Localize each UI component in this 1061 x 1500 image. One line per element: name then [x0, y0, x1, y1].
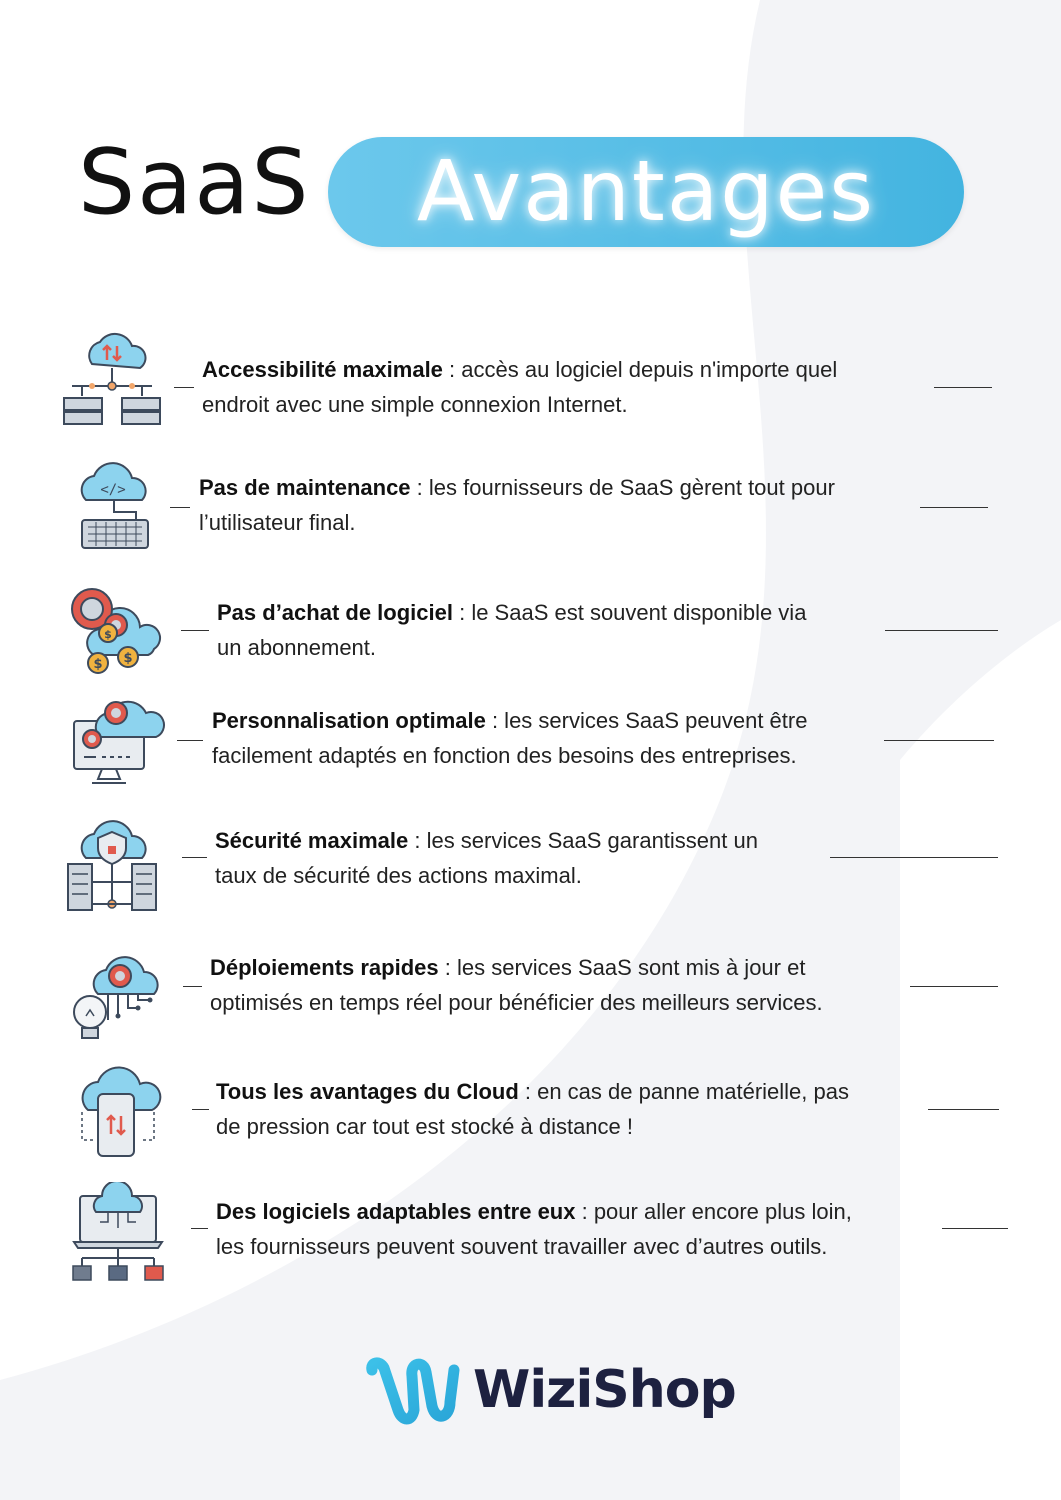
- cloud-gears-coins-icon: [64, 577, 164, 677]
- item-desc-line1: : les fournisseurs de SaaS gèrent tout pour: [410, 475, 835, 500]
- item-desc-line2: endroit avec une simple connexion Internet.: [202, 392, 628, 417]
- item-desc-line2: un abonnement.: [217, 635, 377, 660]
- item-text: [202, 352, 837, 422]
- item-desc-line2: optimisés en temps réel pour bénéficier des meilleurs services.: [210, 990, 823, 1015]
- dash-left: [182, 857, 207, 858]
- list-item: [0, 940, 1061, 1050]
- item-desc-line1: : les services SaaS sont mis à jour et: [438, 955, 806, 980]
- dash-right: [934, 387, 992, 388]
- list-item: [0, 450, 1061, 560]
- item-title: Déploiements rapides: [210, 955, 439, 980]
- item-desc-line1: : pour aller encore plus loin,: [575, 1199, 852, 1224]
- dash-left: [174, 387, 194, 388]
- cloud-gear-lightbulb-icon: [68, 946, 168, 1046]
- cloud-shield-servers-icon: [64, 818, 164, 918]
- item-desc-line2: l’utilisateur final.: [199, 510, 356, 535]
- dash-right: [928, 1109, 999, 1110]
- item-desc-line2: les fournisseurs peuvent souvent travailler avec d’autres outils.: [216, 1234, 828, 1259]
- dash-right: [884, 740, 994, 741]
- item-text: [217, 595, 806, 665]
- dash-right: [885, 630, 998, 631]
- brand-name: WiziShop: [473, 1360, 736, 1420]
- item-desc-line1: : en cas de panne matérielle, pas: [518, 1079, 849, 1104]
- cloud-laptop-network-icon: [68, 1182, 168, 1282]
- dash-left: [177, 740, 203, 741]
- item-desc-line2: facilement adaptés en fonction des besoins des entreprises.: [212, 743, 797, 768]
- svg-text:$: $: [104, 628, 112, 641]
- item-text: [199, 470, 835, 540]
- item-text: [216, 1074, 849, 1144]
- item-desc-line1: : le SaaS est souvent disponible via: [452, 600, 807, 625]
- item-text: [212, 703, 807, 773]
- dash-right: [920, 507, 988, 508]
- item-title: Tous les avantages du Cloud: [216, 1079, 519, 1104]
- wizishop-logo: [366, 1356, 736, 1436]
- dash-left: [192, 1109, 209, 1110]
- item-title: Pas de maintenance: [199, 475, 411, 500]
- wizishop-w-logo-icon: [366, 1356, 462, 1432]
- item-title: Sécurité maximale: [215, 828, 409, 853]
- list-item: [0, 810, 1061, 920]
- item-text: [216, 1194, 852, 1264]
- item-desc-line2: de pression car tout est stocké à distance !: [216, 1114, 634, 1139]
- dash-left: [181, 630, 209, 631]
- dash-left: [191, 1228, 208, 1229]
- svg-text:$: $: [93, 657, 103, 672]
- list-item: [0, 1060, 1061, 1170]
- cloud-phone-sync-icon: [68, 1060, 168, 1160]
- cloud-transfer-servers-icon: [62, 332, 162, 432]
- item-desc-line1: : les services SaaS garantissent un: [408, 828, 758, 853]
- title-saas: SaaS: [78, 130, 311, 235]
- dash-right: [942, 1228, 1008, 1229]
- item-text: [210, 950, 823, 1020]
- cloud-code-keyboard-icon: [64, 452, 164, 552]
- list-item: [0, 685, 1061, 795]
- svg-text:$: $: [123, 651, 133, 666]
- item-desc-line2: taux de sécurité des actions maximal.: [215, 863, 582, 888]
- item-title: Accessibilité maximale: [202, 357, 443, 382]
- item-title: Pas d’achat de logiciel: [217, 600, 453, 625]
- list-item: [0, 1180, 1061, 1290]
- item-text: [215, 823, 758, 893]
- item-desc-line1: : les services SaaS peuvent être: [485, 708, 808, 733]
- title-pill-text: Avantages: [416, 142, 876, 240]
- cloud-gears-monitor-icon: [66, 691, 166, 791]
- dash-right: [830, 857, 998, 858]
- dash-left: [183, 986, 202, 987]
- item-desc-line1: : accès au logiciel depuis n'importe quel: [442, 357, 838, 382]
- item-title: Personnalisation optimale: [212, 708, 486, 733]
- title-pill: [328, 137, 964, 247]
- item-title: Des logiciels adaptables entre eux: [216, 1199, 576, 1224]
- svg-text:</>: </>: [100, 482, 126, 498]
- list-item: [0, 575, 1061, 685]
- dash-left: [170, 507, 190, 508]
- dash-right: [910, 986, 998, 987]
- list-item: [0, 330, 1061, 440]
